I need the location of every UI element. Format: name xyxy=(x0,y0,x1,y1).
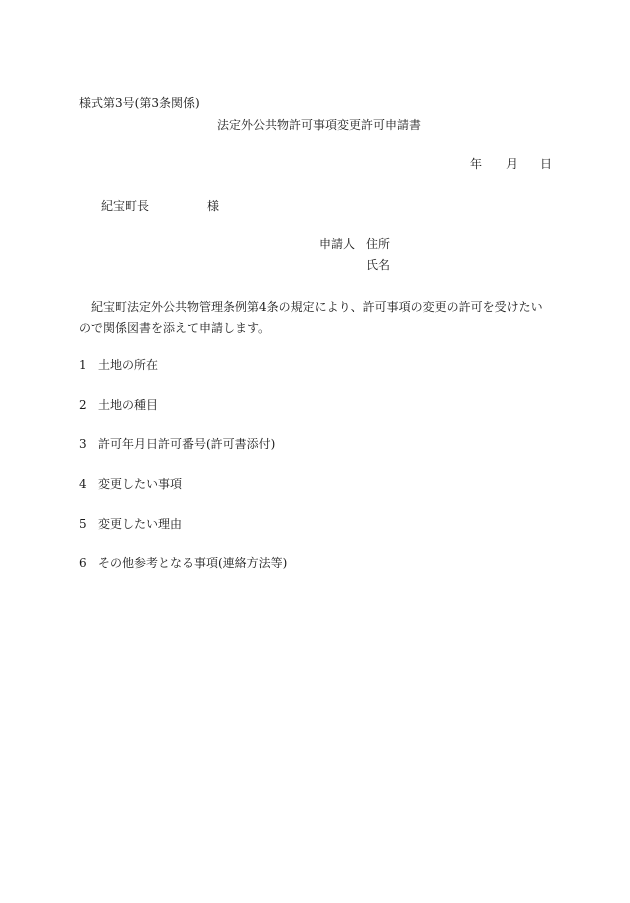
date-month-label: 月 xyxy=(506,157,519,171)
list-item xyxy=(79,518,182,530)
applicant-name-label: 氏名 xyxy=(366,258,391,272)
applicant-address-label: 住所 xyxy=(366,237,391,251)
list-item xyxy=(79,399,158,411)
item-text: 変更したい理由 xyxy=(98,517,183,531)
item-number: 3 xyxy=(79,437,87,451)
item-text: 土地の種目 xyxy=(98,398,159,412)
addressee xyxy=(101,200,219,212)
item-text: 変更したい事項 xyxy=(98,477,183,491)
list-item xyxy=(79,478,182,490)
date-year-label: 年 xyxy=(470,157,483,171)
date-day-label: 日 xyxy=(540,157,553,171)
item-text: 許可年月日許可番号(許可書添付) xyxy=(98,437,276,451)
item-number: 6 xyxy=(79,556,87,570)
item-number: 2 xyxy=(79,398,87,412)
list-item xyxy=(79,557,287,569)
item-text: 土地の所在 xyxy=(98,358,159,372)
item-number: 4 xyxy=(79,477,87,491)
application-statement: 紀宝町法定外公共物管理条例第4条の規定により、許可事項の変更の許可を受けたいので関係図書を添えて申請します。 xyxy=(79,300,543,335)
item-number: 1 xyxy=(79,358,87,372)
applicant-label: 申請人 xyxy=(319,237,356,251)
list-item xyxy=(79,359,158,371)
document-title: 法定外公共物許可事項変更許可申請書 xyxy=(217,118,422,132)
date-line xyxy=(470,158,552,170)
addressee-honorific: 様 xyxy=(207,199,220,213)
form-number: 様式第3号(第3条関係) xyxy=(79,96,200,110)
item-text: その他参考となる事項(連絡方法等) xyxy=(98,556,288,570)
list-item xyxy=(79,438,275,450)
item-number: 5 xyxy=(79,517,87,531)
addressee-name: 紀宝町長 xyxy=(101,199,150,213)
